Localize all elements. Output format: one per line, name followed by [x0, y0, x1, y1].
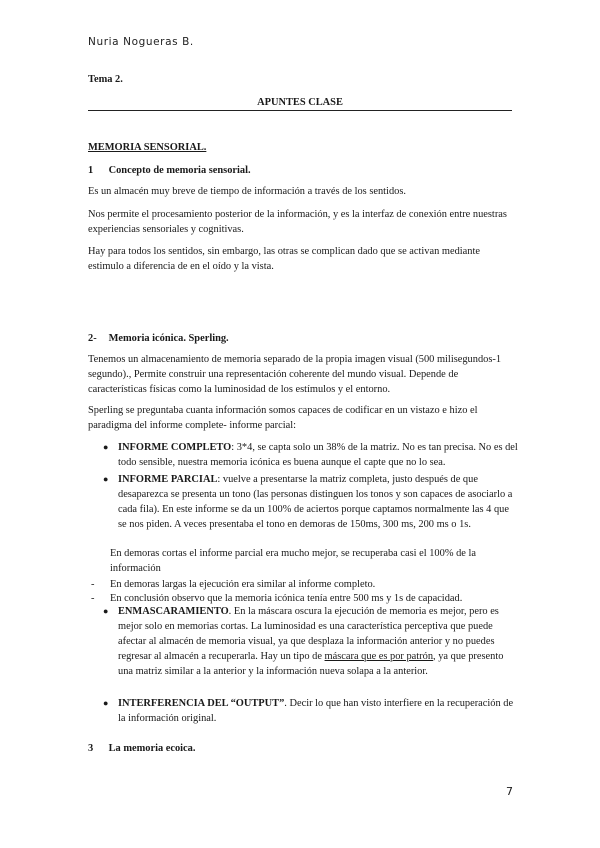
heading-3-text: La memoria ecoica.	[108, 743, 196, 754]
dash-marker: -	[91, 593, 95, 604]
bullet-dot-icon: ●	[103, 474, 109, 484]
bullet-3-underlined: máscara que es por patrón	[324, 651, 434, 662]
bullet-dot-icon: ●	[103, 606, 109, 616]
bullet-2-bold: INFORME PARCIAL	[118, 474, 218, 485]
bullet-3-text: . En la máscara oscura la ejecución de memoria es mejor, pero es mejor solo en memorias cortas. La luminosidad es una característica perceptiva que puede afectar al almacén de memoria visual, ya que desplaza la información anterior y no puedes regresar al almacén a recuperarla. Hay un tipo de	[118, 606, 499, 662]
bullet-4-text: . Decir lo que han visto interfiere en la recuperación de la información original.	[118, 698, 514, 724]
bullet-1-text: : 3*4, se capta solo un 38% de la matriz. No es tan precisa. No es del todo sensible, nuestra memoria icónica es buena aunque el capte que no lo sea.	[118, 442, 518, 468]
author-name: Nuria Nogueras B.	[88, 36, 194, 48]
bullet-3-bold: ENMASCARAMIENTO	[118, 606, 229, 617]
paragraph-3: Hay para todos los sentidos, sin embargo, las otras se complican dado que se activan mediante estimulo a diferencia de en el oído y la vista.	[88, 246, 480, 272]
page-title: APUNTES CLASE	[88, 96, 512, 111]
heading-2-number: 2-	[88, 333, 97, 344]
bullet-2-text: : vuelve a presentarse la matriz completa, justo después de que desaparezca se presenta un tono (las personas distinguen los tonos y son capaces de asociarlo a cada fila). En este informe se da un 100% de aciertos porque captamos normalmente las 4 que se nos piden. A veces presentaba el tono en demoras de 150ms, 300 ms, 200 ms o 1s.	[118, 474, 513, 530]
heading-2	[88, 331, 229, 346]
bullet-dot-icon: ●	[103, 442, 109, 452]
heading-1	[88, 163, 251, 178]
section-heading: MEMORIA SENSORIAL.	[88, 142, 207, 153]
dash-item-2: En conclusión observo que la memoria icónica tenía entre 500 ms y 1s de capacidad.	[110, 593, 463, 604]
bullet-interferencia	[118, 696, 518, 726]
heading-3-number: 3	[88, 743, 94, 754]
bullet-dot-icon: ●	[103, 698, 109, 708]
bullet-enmascaramiento	[118, 604, 518, 679]
bullet-4-bold: INTERFERENCIA DEL “OUTPUT”	[118, 698, 285, 709]
paragraph-5: Sperling se preguntaba cuanta información somos capaces de codificar en un vistazo e hizo el paradigma del informe complete- informe parcial:	[88, 405, 478, 431]
bullet-informe-completo	[118, 440, 518, 470]
bullet-3-tail: , ya que presento una matriz similar a la anterior y la información nueva solapa a la anterior.	[118, 651, 504, 677]
heading-1-text: Concepto de memoria sensorial.	[108, 165, 251, 176]
heading-3	[88, 741, 195, 756]
dash-item-1: En demoras largas la ejecución era similar al informe completo.	[110, 579, 376, 590]
heading-1-number: 1	[88, 165, 94, 176]
heading-2-text: Memoria icónica. Sperling.	[108, 333, 229, 344]
dash-marker: -	[91, 579, 95, 590]
page-number: 7	[506, 785, 513, 798]
bullet-1-bold: INFORME COMPLETO	[118, 442, 232, 453]
bullet-informe-parcial	[118, 472, 518, 532]
paragraph-1: Es un almacén muy breve de tiempo de información a través de los sentidos.	[88, 186, 406, 197]
tema-label: Tema 2.	[88, 74, 123, 85]
paragraph-4: Tenemos un almacenamiento de memoria separado de la propia imagen visual (500 milisegundos-1 segundo)., Permite construir una representación coherente del mundo visual. Depende de características físicas como la luminosidad de los estímulos y el entorno.	[88, 354, 502, 395]
paragraph-2: Nos permite el procesamiento posterior de la información, y es la interfaz de conexión entre nuestras experiencias sensoriales y cognitivas.	[88, 209, 507, 235]
demoras-cortas-text: En demoras cortas el informe parcial era mucho mejor, se recuperaba casi el 100% de la información	[110, 548, 476, 574]
